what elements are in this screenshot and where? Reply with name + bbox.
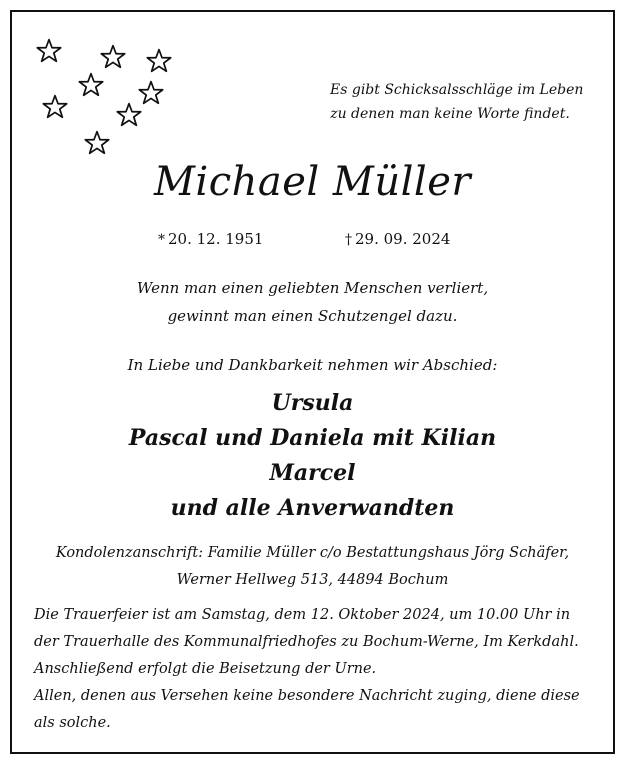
mourners-list xyxy=(12,386,613,526)
star-icon xyxy=(78,72,104,98)
star-icon xyxy=(36,38,62,64)
star-icon xyxy=(84,130,110,156)
condolence-line: Werner Hellweg 513, 44894 Bochum xyxy=(176,572,449,588)
birth-date-value: 20. 12. 1951 xyxy=(168,230,264,248)
mourner-name: Ursula xyxy=(271,390,354,416)
details-line: Die Trauerfeier ist am Samstag, dem 12. Oktober 2024, um 10.00 Uhr in xyxy=(34,607,571,623)
birth-date xyxy=(158,230,263,248)
mourner-name: Marcel xyxy=(269,460,356,486)
motto-line: zu denen man keine Worte findet. xyxy=(330,106,570,122)
mourner-name: und alle Anverwandten xyxy=(170,495,455,521)
star-icon xyxy=(42,94,68,120)
farewell-line: In Liebe und Dankbarkeit nehmen wir Abschied: xyxy=(127,356,498,374)
birth-symbol: * xyxy=(158,232,165,248)
death-date-value: 29. 09. 2024 xyxy=(355,230,451,248)
death-date xyxy=(345,230,450,248)
obituary-notice xyxy=(10,10,615,754)
quote xyxy=(12,274,613,330)
mourner-name: Pascal und Daniela mit Kilian xyxy=(128,425,497,451)
condolence-address xyxy=(12,540,613,594)
details-line: Allen, denen aus Versehen keine besondere Nachricht zuging, diene diese xyxy=(34,688,580,704)
motto-line: Es gibt Schicksalsschläge im Leben xyxy=(330,82,584,98)
condolence-line: Kondolenzanschrift: Familie Müller c/o Bestattungshaus Jörg Schäfer, xyxy=(55,545,570,561)
cross-icon: † xyxy=(345,232,352,248)
star-icon xyxy=(100,44,126,70)
details-line: der Trauerhalle des Kommunalfriedhofes zu Bochum-Werne, Im Kerkdahl. xyxy=(34,634,579,650)
deceased-name: Michael Müller xyxy=(153,159,472,205)
quote-line: Wenn man einen geliebten Menschen verliert, xyxy=(136,279,489,297)
star-icon xyxy=(116,102,142,128)
star-icon xyxy=(146,48,172,74)
details-line: Anschließend erfolgt die Beisetzung der Urne. xyxy=(34,661,377,677)
funeral-details xyxy=(34,602,594,737)
details-line: als solche. xyxy=(34,715,111,731)
quote-line: gewinnt man einen Schutzengel dazu. xyxy=(167,307,458,325)
life-dates xyxy=(12,230,613,254)
motto xyxy=(330,78,584,126)
